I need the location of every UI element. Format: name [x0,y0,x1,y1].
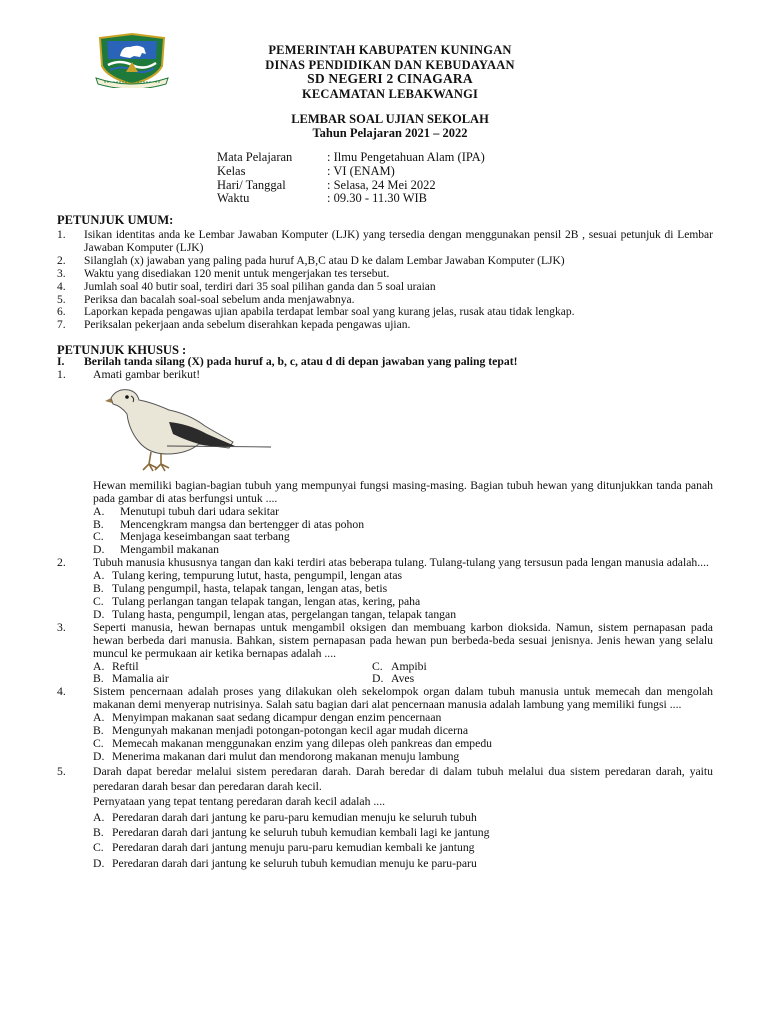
option-text: Mamalia air [112,672,169,686]
question-5-prompt [57,794,713,809]
info-label: Waktu [217,191,250,206]
list-item [57,229,713,255]
option-letter: B. [93,672,104,686]
option-text: Mengunyah makanan menjadi potongan-potongan kecil agar mudah dicerna [112,724,469,738]
option-text: Tulang perlangan tangan telapak tangan, lengan atas, kering, paha [112,594,421,608]
section-instruction-text: Berilah tanda silang (X) pada huruf a, b, c, atau d di depan jawaban yang paling tepat! [84,355,518,368]
question-text: Seperti manusia, hewan bernapas untuk mengambil oksigen dan membuang karbon dioksida. Namun, sistem pernapasan pada hewan berbeda dari manusia. Bahkan, sistem pernapasan pada hewan pun berbeda-beda sesuai jenisnya. Jenis hewan yang selalu muncul ke permukaan air ketika bernapas adalah .... [93,620,713,660]
option-letter: B. [93,517,104,531]
exam-info-date [217,179,485,193]
item-text: Periksalan pekerjaan anda sebelum diserahkan kepada pengawas ujian. [84,319,411,332]
item-number: 5. [57,293,66,306]
option-letter: C. [93,530,104,544]
option-text: Tulang hasta, pengumpil, lengan atas, pergelangan tangan, telapak tangan [112,607,457,621]
question-intro: Amati gambar berikut! [93,367,201,381]
special-instructions-heading: PETUNJUK KHUSUS : [57,343,187,357]
question-1 [57,369,713,382]
item-number: 2. [57,254,66,267]
list-item [57,268,713,281]
question-text: Hewan memiliki bagian-bagian tubuh yang mempunyai fungsi masing-masing. Bagian tubuh hewan yang ditunjukkan tanda panah pada gambar di atas berfungsi untuk .... [93,478,713,505]
letterhead-government: PEMERINTAH KABUPATEN KUNINGAN [268,43,512,57]
question-figure [57,382,713,480]
option-text: Menjaga keseimbangan saat terbang [120,530,290,544]
question-number: 4. [57,685,66,699]
option-letter: A. [93,711,105,725]
exam-title-main: LEMBAR SOAL UJIAN SEKOLAH [291,112,489,126]
question-text: Pernyataan yang tepat tentang peredaran darah kecil adalah .... [93,795,386,809]
general-instructions-heading: PETUNJUK UMUM: [57,213,174,227]
question-number: 2. [57,556,66,570]
info-value: : Ilmu Pengetahuan Alam (IPA) [327,150,485,164]
option-letter: A. [93,810,105,824]
item-number: 7. [57,319,66,332]
question-5 [57,764,713,795]
answer-option[interactable] [93,856,713,871]
item-text: Jumlah soal 40 butir soal, terdiri dari 35 soal pilihan ganda dan 5 soal uraian [84,280,436,293]
general-instructions-list [57,229,713,332]
item-text: Laporkan kepada pengawas ujian apabila terdapat lembar soal yang kurang jelas, rusak atau tidak lengkap. [84,306,575,319]
question-5-options [93,810,713,871]
list-item [57,294,713,307]
question-1-options [93,506,713,558]
exam-info [217,151,485,206]
option-text: Mencengkram mangsa dan bertengger di atas pohon [120,517,365,531]
option-text: Memecah makanan menggunakan enzim yang dilepas oleh pankreas dan empedu [112,736,493,750]
option-text: Peredaran darah dari jantung ke seluruh tubuh kemudian kembali lagi ke jantung [112,825,490,839]
letterhead-district: KECAMATAN LEBAKWANGI [301,86,479,101]
option-letter: D. [93,607,105,621]
answer-option[interactable] [93,596,713,609]
item-number: 4. [57,280,66,293]
option-text: Menyimpan makanan saat sedang dicampur dengan enzim pencernaan [112,711,442,725]
option-text: Reftil [112,659,139,673]
info-label: Mata Pelajaran [217,150,293,164]
letterhead-department: DINAS PENDIDIKAN DAN KEBUDAYAAN [265,57,515,72]
option-text: Ampibi [391,659,427,673]
item-number: 6. [57,306,66,319]
question-text: Tubuh manusia khususnya tangan dan kaki terdiri atas beberapa tulang. Tulang-tulang yang tersusun pada lengan manusia adalah.... [93,556,709,570]
question-text: Darah dapat beredar melalui sistem peredaran darah. Darah beredar di dalam tubuh melalui dua sistem peredaran darah, yaitu peredaran darah besar dan peredaran darah kecil. [93,764,713,794]
exam-info-time [217,192,485,206]
question-4 [57,686,713,712]
question-number: 3. [57,620,66,634]
info-value: : Selasa, 24 Mei 2022 [327,177,436,192]
option-letter: B. [93,582,104,596]
option-text: Peredaran darah dari jantung ke paru-paru kemudian menuju ke seluruh tubuh [112,810,477,824]
question-text: Sistem pencernaan adalah proses yang dilakukan oleh sekelompok organ dalam tubuh manusia untuk memecah dan mengolah makanan demi menyerap nutrisinya. Salah satu bagian dari alat pencernaan manusia adalah lambung yang memiliki fungsi .... [93,685,713,712]
list-item [57,281,713,294]
item-text: Periksa dan bacalah soal-soal sebelum anda menjawabnya. [84,293,355,306]
exam-info-subject [217,151,485,165]
option-text: Tulang kering, tempurung lutut, hasta, pengumpil, lengan atas [112,569,403,583]
info-label: Kelas [217,163,246,178]
option-letter: D. [372,672,384,686]
option-letter: D. [93,856,105,870]
option-letter: C. [372,659,383,673]
answer-option[interactable] [93,609,713,622]
questions-section [57,356,713,871]
question-4-options [93,712,713,764]
letterhead-school: SD NEGERI 2 CINAGARA [307,71,473,86]
list-item [57,255,713,268]
option-letter: B. [93,724,104,738]
item-number: 3. [57,267,66,280]
option-letter: C. [93,594,104,608]
answer-option[interactable] [93,738,713,751]
answer-option[interactable] [93,506,713,519]
question-number: 1. [57,367,66,381]
option-letter: D. [93,543,105,557]
question-1-body [57,480,713,506]
section-number: I. [57,355,65,368]
question-3 [57,622,713,661]
bird-illustration [103,384,273,476]
option-letter: D. [93,749,105,763]
answer-option[interactable] [93,751,713,764]
option-text: Tulang pengumpil, hasta, telapak tangan, lengan atas, betis [112,582,388,596]
item-text: Waktu yang disediakan 120 menit untuk mengerjakan tes tersebut. [84,267,390,280]
answer-option[interactable] [93,825,713,840]
option-letter: A. [93,659,105,673]
exam-title-year: Tahun Pelajaran 2021 – 2022 [312,126,468,140]
list-item [57,306,713,319]
item-text: Isikan identitas anda ke Lembar Jawaban Komputer (LJK) yang tersedia dengan menggunakan pensil 2B , sesuai petunjuk di Lembar Jawaban Komputer (LJK) [84,229,713,254]
option-letter: A. [93,504,105,518]
item-text: Silanglah (x) jawaban yang paling pada huruf A,B,C atau D ke dalam Lembar Jawaban Komputer (LJK) [84,254,565,267]
exam-title [190,112,590,140]
section-instruction [57,356,713,369]
info-value: : VI (ENAM) [327,163,395,178]
item-number: 1. [57,229,66,241]
option-text: Peredaran darah dari jantung ke seluruh tubuh kemudian menuju ke paru-paru [112,856,477,870]
option-text: Menerima makanan dari mulut dan mendorong makanan menuju lambung [112,749,460,763]
answer-option[interactable] [93,840,713,855]
option-letter: C. [93,736,104,750]
list-item [57,319,713,332]
option-text: Aves [391,672,415,686]
option-text: Mengambil makanan [120,543,219,557]
question-3-options [93,661,713,687]
kuningan-regency-logo [90,32,174,88]
info-value: : 09.30 - 11.30 WIB [327,191,427,206]
answer-option[interactable] [372,661,713,674]
question-number: 5. [57,764,66,778]
answer-option[interactable] [93,810,713,825]
option-text: Menutupi tubuh dari udara sekitar [120,504,280,518]
option-letter: A. [93,569,105,583]
option-text: Peredaran darah dari jantung menuju paru-paru kemudian kembali ke jantung [112,841,475,855]
letterhead [190,43,590,101]
exam-info-class [217,165,485,179]
option-letter: B. [93,825,104,839]
question-2-options [93,570,713,622]
info-label: Hari/ Tanggal [217,177,286,192]
answer-option[interactable] [93,725,713,738]
option-letter: C. [93,841,104,855]
